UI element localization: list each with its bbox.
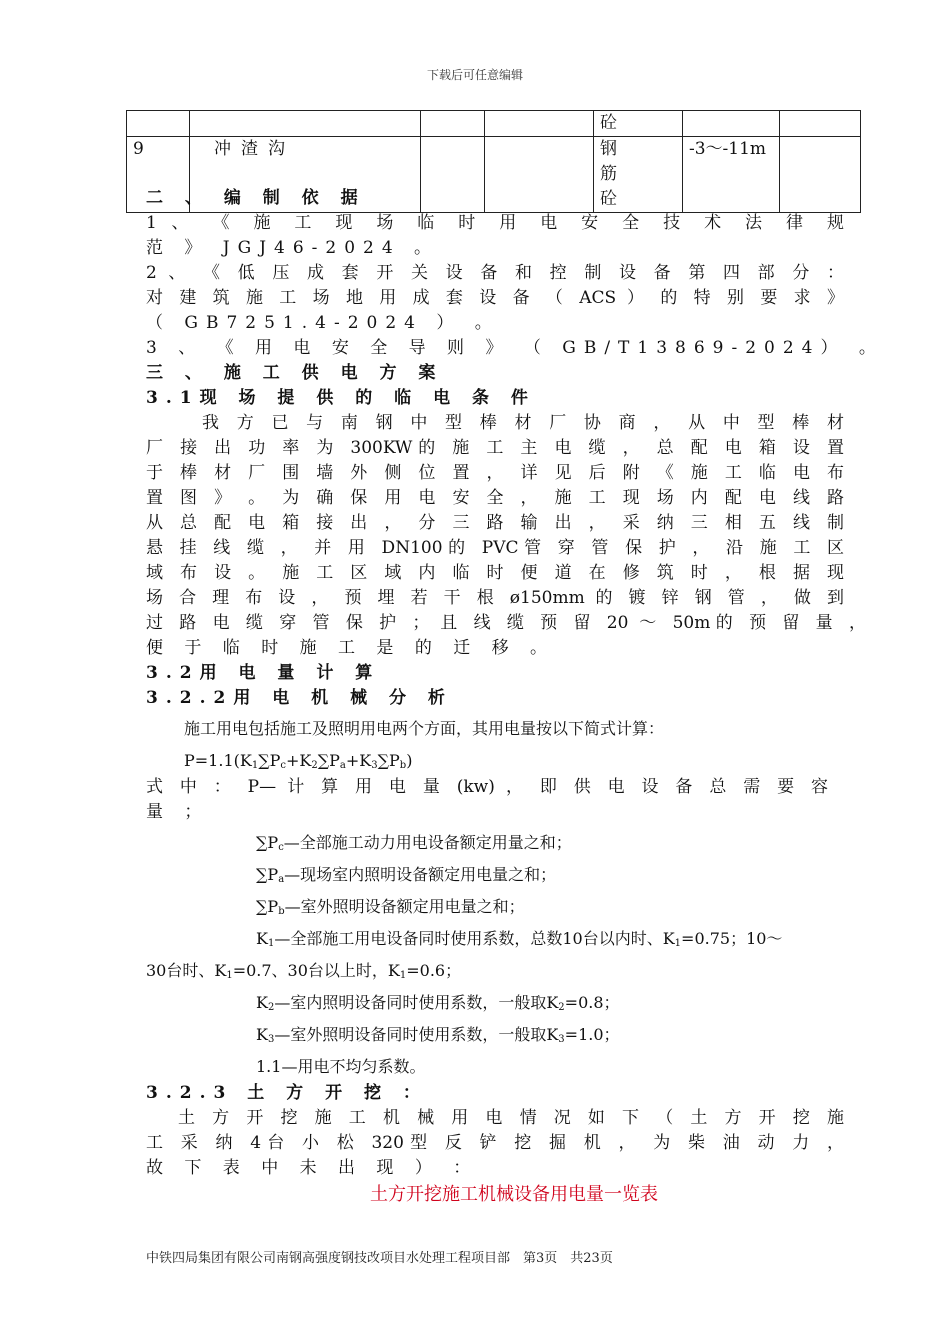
text-line: （ GB7251.4-2024 ） 。 [146,313,500,333]
def-pc: $\sum P_c—$全部施工动力用电设备额定用量之和； [256,833,572,853]
def-k3: $K_3—$室外照明设备同时使用系数，一般取$K_3=1.0$； [256,1025,620,1045]
def-pa: $\sum P_a—$现场室内照明设备额定用电量之和； [256,865,557,885]
table-cell: 冲渣沟 [190,137,421,213]
def-k1: $K_1—$全部施工用电设备同时使用系数，总数10台以内时、$K_1=0.75$；10～ [256,929,783,949]
text-line: 域 布 设 。 施 工 区 域 内 临 时 便 道 在 修 筑 时 ， 根 据 现 [146,563,844,583]
section-heading: 3.2用 电 量 计 算 [146,663,381,683]
text-line: 于 棒 材 厂 围 墙 外 侧 位 置 ， 详 见 后 附 《 施 工 临 电 布 [146,463,844,483]
section-heading: 3.2.3 土 方 开 挖 ： [146,1083,428,1103]
text-line: 范 》 JGJ46-2024 。 [146,238,440,258]
table-cell [421,111,485,137]
def-k1-cont: 30台时、$K_1=0.7$、30台以上时，$K_1=0.6$； [146,961,462,981]
section-heading: 三 、 施 工 供 电 方 案 [146,363,444,383]
table-row [127,111,861,137]
text-line: 3 、 《 用 电 安 全 导 则 》 （ GB/T13869-2024） 。 [146,338,884,358]
table-cell [190,111,421,137]
table-cell [780,111,861,137]
text-line: 从 总 配 电 箱 接 出 ， 分 三 路 输 出 ， 采 纳 三 相 五 线 制 [146,513,844,533]
table-title: 土方开挖施工机械设备用电量一览表 [370,1184,658,1205]
section-heading: 二 、 编 制 依 据 [146,188,366,208]
text-line: 2 、 《 低 压 成 套 开 关 设 备 和 控 制 设 备 第 四 部 分 ： [146,263,844,283]
text-line: 便 于 临 时 施 工 是 的 迁 移 。 [146,638,556,658]
text-line: 式 中 ： P— 计 算 用 电 量 (kw) ， 即 供 电 设 备 总 需 要 容 [146,777,828,797]
text-line: 场 合 理 布 设 ， 预 埋 若 干 根 ø150mm 的 镀 锌 钢 管 ， 做 到 [146,588,844,608]
text-line: 过 路 电 缆 穿 管 保 护 ； 且 线 缆 预 留 20 ～ 50m的 预 留 量 ， [146,613,866,633]
def-uneven: 1.1—用电不均匀系数。 [256,1057,426,1076]
def-pb: $\sum P_b—$室外照明设备额定用电量之和； [256,897,525,917]
table-cell: 砼 [594,111,683,137]
text-line: 故 下 表 中 未 出 现 ） ： [146,1158,479,1178]
def-k2: $K_2—$室内照明设备同时使用系数，一般取$K_2=0.8$； [256,993,620,1013]
text-line: 厂 接 出 功 率 为 300KW的 施 工 主 电 缆 ， 总 配 电 箱 设 置 [146,438,844,458]
text-line: 悬 挂 线 缆 ， 并 用 DN100的 PVC管 穿 管 保 护 ， 沿 施 工 区 [146,538,844,558]
body-text [146,186,884,711]
table-cell [485,111,594,137]
text-line: 土 方 开 挖 施 工 机 械 用 电 情 况 如 下 （ 土 方 开 挖 施 [178,1108,844,1128]
earthwork-section [146,1081,844,1181]
formula: $P=1.1(K_1\sum P_c+K_2\sum P_a+K_3\sum P_b)$ [184,751,413,771]
section-heading: 3.1现 场 提 供 的 临 电 条 件 [146,388,536,408]
table-cell: -3～-11m [683,137,780,213]
text-line: 对 建 筑 施 工 场 地 用 成 套 设 备 （ ACS ） 的 特 别 要 求 》 [146,288,844,308]
table-cell: 钢筋砼 [594,137,683,213]
table-cell [127,111,190,137]
page-header: 下载后可任意编辑 [426,68,523,82]
text-line: 工 采 纳 4台 小 松 320型 反 铲 挖 掘 机 ， 为 柴 油 动 力 ， [146,1133,844,1153]
text-line: 置 图 》 。 为 确 保 用 电 安 全 ， 施 工 现 场 内 配 电 线 路 [146,488,844,508]
table-cell [683,111,780,137]
table-cell: 9 [127,137,190,213]
intro-text: 施工用电包括施工及照明用电两个方面，其用电量按以下简式计算： [184,719,665,738]
text-line: 1 、 《 施 工 现 场 临 时 用 电 安 全 技 术 法 律 规 [146,213,844,233]
text-line: 我 方 已 与 南 钢 中 型 棒 材 厂 协 商 ， 从 中 型 棒 材 [202,413,844,433]
page-footer: 中铁四局集团有限公司南钢高强度钢技改项目水处理工程项目部 第3页 共23页 [146,1251,613,1266]
section-heading: 3.2.2用 电 机 械 分 析 [146,688,453,708]
where-block [146,775,828,825]
text-line: 量 ； [146,802,210,822]
